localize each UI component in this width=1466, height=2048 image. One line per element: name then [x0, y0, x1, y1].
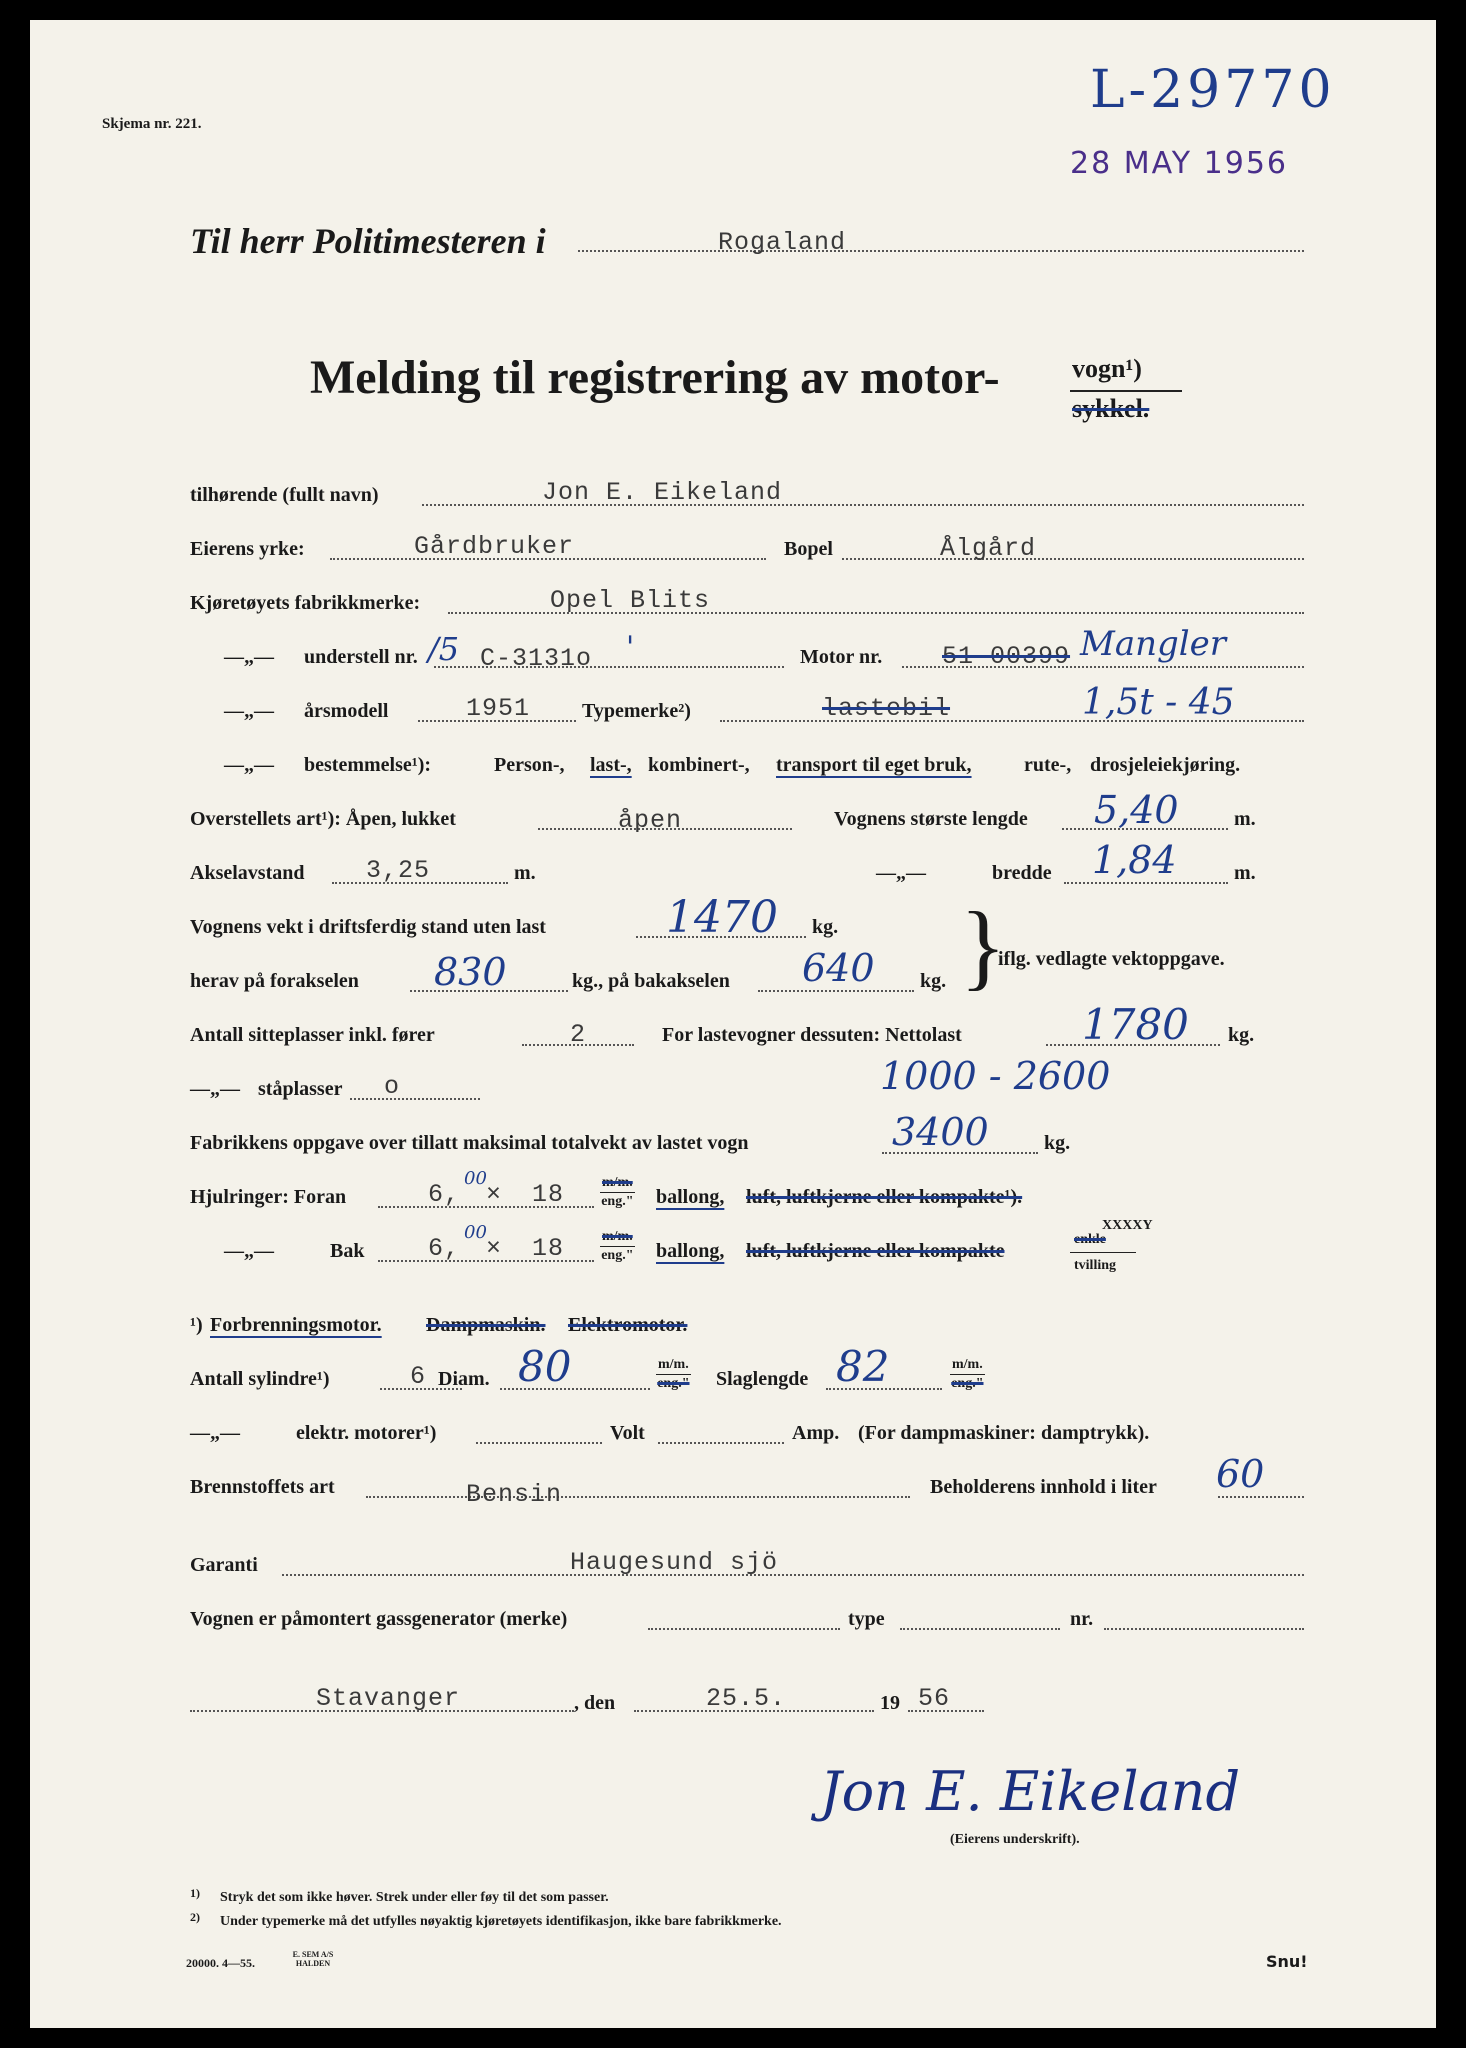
unit-eng: eng.": [601, 1248, 634, 1263]
volt-line: [658, 1442, 784, 1444]
width-label: bredde: [992, 862, 1052, 884]
addressee-value: Rogaland: [718, 228, 847, 257]
unit-mm: m/m.: [656, 1356, 691, 1375]
printer-code: 20000. 4—55.: [186, 1956, 255, 1970]
ditto-mark: —„—: [224, 646, 274, 668]
engine-no-label: Motor nr.: [800, 646, 883, 668]
owner-value: Jon E. Eikeland: [542, 478, 783, 507]
rear-tire-unit-fraction: [600, 1228, 635, 1265]
chassis-value: C-3131o: [480, 644, 593, 673]
unit-mm: m/m.: [600, 1174, 635, 1193]
purpose-combined: kombinert-,: [648, 754, 750, 776]
year-value: 56: [918, 1684, 951, 1713]
form-number: Skjema nr. 221.: [102, 116, 202, 132]
addressee-line: [578, 250, 1304, 252]
stroke-label: Slaglengde: [716, 1368, 809, 1390]
width-value: 1,84: [1092, 838, 1177, 882]
diameter-unit-fraction: [656, 1356, 691, 1393]
engine-type-combustion: Forbrenningsmotor.: [210, 1314, 382, 1336]
rear-axle-unit: kg.: [920, 970, 947, 992]
occupation-value: Gårdbruker: [414, 532, 575, 561]
ditto-mark: —„—: [876, 862, 926, 884]
length-value: 5,40: [1094, 788, 1179, 832]
gas-generator-type-label: type: [848, 1608, 885, 1630]
front-tire-rim: 18: [532, 1180, 565, 1209]
engine-no-typed: 51-00399: [942, 642, 1071, 671]
rear-tire-other-types: luft, luftkjerne eller kompakte: [746, 1240, 1005, 1262]
wheelbase-label: Akselavstand: [190, 862, 305, 884]
chassis-hand-prefix: /5: [428, 630, 460, 668]
steam-pressure-label: (For dampmaskiner: damptrykk).: [858, 1422, 1150, 1444]
type-mark-label: Typemerke²): [582, 700, 691, 722]
guarantee-line: [282, 1574, 1304, 1576]
owner-signature: Jon E. Eikeland: [820, 1760, 1241, 1823]
signature-caption: (Eierens underskrift).: [950, 1832, 1080, 1847]
rear-tire-rim: 18: [532, 1234, 565, 1263]
gas-generator-nr-label: nr.: [1070, 1608, 1094, 1630]
title-vogn: vogn¹): [1072, 354, 1142, 383]
engine-type-footnote: ¹): [190, 1314, 203, 1336]
rear-tire-width: 6,: [428, 1234, 461, 1263]
rear-tire-width-decimals: 00: [464, 1222, 487, 1243]
chassis-label: understell nr.: [304, 646, 418, 668]
chassis-tick: ': [626, 630, 635, 665]
ditto-mark: —„—: [190, 1422, 240, 1444]
rear-tire-single: enkle: [1074, 1232, 1106, 1247]
rear-tire-times: ×: [486, 1234, 503, 1263]
unit-eng: eng.": [601, 1194, 634, 1209]
unit-eng: eng.": [657, 1376, 690, 1391]
fuel-value: Bensin: [466, 1480, 563, 1509]
front-tire-times: ×: [486, 1180, 503, 1209]
engine-type-steam: Dampmaskin.: [426, 1314, 546, 1336]
registration-form: [30, 20, 1436, 2028]
rear-tire-balloon: ballong,: [656, 1240, 725, 1262]
model-year-label: årsmodell: [304, 700, 389, 722]
standing-label: ståplasser: [258, 1078, 343, 1100]
seats-label: Antall sitteplasser inkl. fører: [190, 1024, 435, 1046]
footnote-2-mark: 2): [190, 1910, 200, 1924]
wheelbase-value: 3,25: [366, 856, 431, 885]
date-label: , den: [574, 1692, 616, 1714]
footnote-1: Stryk det som ikke høver. Strek under eller føy til det som passer.: [220, 1890, 609, 1905]
purpose-own-transport: transport til eget bruk,: [776, 754, 972, 776]
tank-capacity-value: 60: [1216, 1452, 1265, 1496]
front-tire-other-types: luft, luftkjerne eller kompakte¹).: [746, 1186, 1023, 1208]
net-load-unit: kg.: [1228, 1024, 1255, 1046]
length-label: Vognens største lengde: [834, 808, 1028, 830]
cylinders-value: 6: [410, 1362, 427, 1391]
diameter-value: 80: [518, 1342, 572, 1391]
rear-axle-value: 640: [802, 946, 875, 990]
front-tire-width-decimals: 00: [464, 1168, 487, 1189]
owner-label: tilhørende (fullt navn): [190, 484, 379, 506]
front-tire-unit-fraction: [600, 1174, 635, 1211]
ditto-mark: —„—: [190, 1078, 240, 1100]
engine-no-hand: Mangler: [1080, 624, 1226, 664]
weight-value: 1470: [666, 892, 778, 943]
received-date-stamp: 28 MAY 1956: [1070, 146, 1288, 181]
unit-eng: eng.": [951, 1376, 984, 1391]
stroke-unit-fraction: [950, 1356, 985, 1393]
title-fraction-bar: [1070, 390, 1182, 392]
tank-capacity-line: [1218, 1496, 1304, 1498]
purpose-taxi: drosjeleiekjøring.: [1090, 754, 1241, 776]
front-axle-value: 830: [434, 950, 507, 994]
width-unit: m.: [1234, 862, 1256, 884]
ditto-mark: —„—: [224, 700, 274, 722]
stroke-value: 82: [836, 1342, 890, 1391]
purpose-label: bestemmelse¹):: [304, 754, 432, 776]
cylinders-label: Antall sylindre¹): [190, 1368, 330, 1390]
rear-tire-fraction-bar: [1070, 1252, 1136, 1253]
tank-capacity-label: Beholderens innhold i liter: [930, 1476, 1157, 1498]
purpose-route: rute-,: [1024, 754, 1072, 776]
footnote-2: Under typemerke må det utfylles nøyaktig kjøretøyets identifikasjon, ikke bare fabrikkmerke.: [220, 1914, 782, 1929]
purpose-person: Person-,: [494, 754, 565, 776]
make-label: Kjøretøyets fabrikkmerke:: [190, 592, 421, 614]
body-type-value: åpen: [618, 806, 683, 835]
weight-certificate-note: iflg. vedlagte vektoppgave.: [998, 948, 1225, 970]
standing-value: o: [384, 1072, 401, 1101]
unit-mm: m/m.: [600, 1228, 635, 1247]
turn-over-note: Snu!: [1266, 1952, 1308, 1971]
front-tire-balloon: ballong,: [656, 1186, 725, 1208]
net-load-value: 1780: [1082, 1000, 1189, 1049]
front-tires-label: Hjulringer: Foran: [190, 1186, 347, 1208]
ditto-mark: —„—: [224, 1240, 274, 1262]
occupation-label: Eierens yrke:: [190, 538, 305, 560]
gas-generator-nr-line: [1104, 1628, 1304, 1630]
net-load-label: For lastevogner dessuten: Nettolast: [662, 1024, 962, 1046]
fuel-label: Brennstoffets art: [190, 1476, 335, 1498]
max-weight-unit: kg.: [1044, 1132, 1071, 1154]
electric-motors-label: elektr. motorer¹): [296, 1422, 437, 1444]
standing-line: [350, 1098, 480, 1100]
engine-type-electric: Elektromotor.: [568, 1314, 688, 1336]
rear-axle-label: kg., på bakakselen: [572, 970, 730, 992]
printer-name: E. SEM A/S HALDEN: [292, 1950, 334, 1968]
residence-line: [842, 558, 1304, 560]
max-weight-value: 3400: [892, 1110, 989, 1154]
electric-motors-line: [476, 1442, 602, 1444]
document-number: L-29770: [1090, 60, 1336, 120]
fuel-line: [366, 1496, 910, 1498]
body-type-label: Overstellets art¹): Åpen, lukket: [190, 808, 456, 830]
front-axle-label: herav på forakselen: [190, 970, 359, 992]
year-prefix: 19: [880, 1692, 900, 1714]
weight-label: Vognens vekt i driftsferdig stand uten last: [190, 916, 546, 938]
page-title: Melding til registrering av motor-: [310, 351, 1000, 404]
ditto-mark: —„—: [224, 754, 274, 776]
length-unit: m.: [1234, 808, 1256, 830]
title-sykkel: sykkel.: [1072, 394, 1150, 423]
gas-generator-label: Vognen er påmontert gassgenerator (merke): [190, 1608, 568, 1630]
rear-tire-twin: tvilling: [1074, 1258, 1117, 1273]
residence-value: Ålgård: [940, 534, 1037, 563]
seats-value: 2: [570, 1020, 587, 1049]
volt-label: Volt: [610, 1422, 645, 1444]
wheelbase-unit: m.: [514, 862, 536, 884]
date-value: 25.5.: [706, 1684, 787, 1713]
guarantee-value: Haugesund sjö: [570, 1548, 779, 1577]
amp-label: Amp.: [792, 1422, 840, 1444]
unit-mm: m/m.: [950, 1356, 985, 1375]
gas-generator-type-line: [900, 1628, 1060, 1630]
purpose-last: last-,: [590, 754, 632, 776]
addressee-label: Til herr Politimesteren i: [190, 221, 546, 261]
residence-label: Bopel: [784, 538, 833, 560]
front-tire-width: 6,: [428, 1180, 461, 1209]
rear-tires-label: Bak: [330, 1240, 365, 1262]
make-value: Opel Blits: [550, 586, 711, 615]
place-value: Stavanger: [316, 1684, 461, 1713]
model-year-value: 1951: [466, 694, 531, 723]
rear-axle-line: [758, 990, 914, 992]
load-range-note: 1000 - 2600: [880, 1054, 1111, 1098]
diameter-label: Diam.: [438, 1368, 490, 1390]
max-weight-label: Fabrikkens oppgave over tillatt maksimal totalvekt av lastet vogn: [190, 1132, 749, 1154]
brace: }: [960, 892, 1007, 999]
rear-tire-crossout: XXXXY: [1102, 1218, 1153, 1233]
type-mark-typed: lastebil: [822, 694, 951, 723]
width-line: [1064, 882, 1228, 884]
type-mark-hand: 1,5t - 45: [1082, 682, 1235, 723]
gas-generator-line: [648, 1628, 840, 1630]
footnote-1-mark: 1): [190, 1886, 200, 1900]
guarantee-label: Garanti: [190, 1554, 258, 1576]
weight-unit: kg.: [812, 916, 839, 938]
